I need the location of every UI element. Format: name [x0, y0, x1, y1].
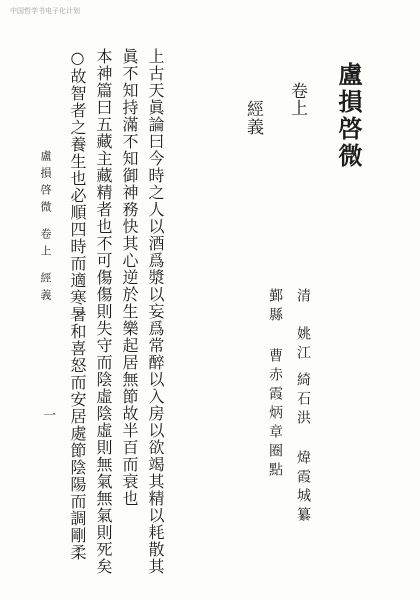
- text-column: 本神篇曰五藏主藏精者也不可傷傷則失守而陰虛陰虛則無氣無氣則死矣: [94, 48, 113, 575]
- text-column: 眞不知持滿不知御神務快其心逆於生樂起居無節故半百而衰也: [120, 48, 139, 507]
- credit-author-2: 曹赤霞炳章圈點: [267, 348, 283, 481]
- credit-author-1: 綺石洪 煒霞城纂: [295, 372, 311, 526]
- margin-section: 經義: [39, 272, 52, 306]
- credit-place-1: 姚江: [295, 326, 311, 364]
- source-watermark: 中国哲学书电子化计划: [10, 7, 80, 15]
- page-number: 一: [40, 408, 55, 421]
- text-column: 上古天眞論曰今時之人以酒爲漿以妄爲常醉以入房以欲竭其精以耗散其: [146, 48, 165, 575]
- section-heading: 經義: [243, 100, 263, 136]
- book-title: 盧損啓微: [334, 62, 363, 170]
- margin-title: 盧損啓微: [39, 150, 52, 218]
- main-text: [64, 40, 168, 575]
- credit-dynasty: 清: [295, 288, 311, 307]
- volume-label: 卷上: [287, 82, 307, 116]
- credit-place-2: 鄞縣: [267, 288, 283, 326]
- margin-volume: 卷上: [39, 228, 52, 262]
- text-column: ○故智者之養生也必順四時而適寒暑和喜怒而安居處節陰陽而調剛柔: [68, 48, 87, 561]
- margin-running-head: [40, 150, 51, 306]
